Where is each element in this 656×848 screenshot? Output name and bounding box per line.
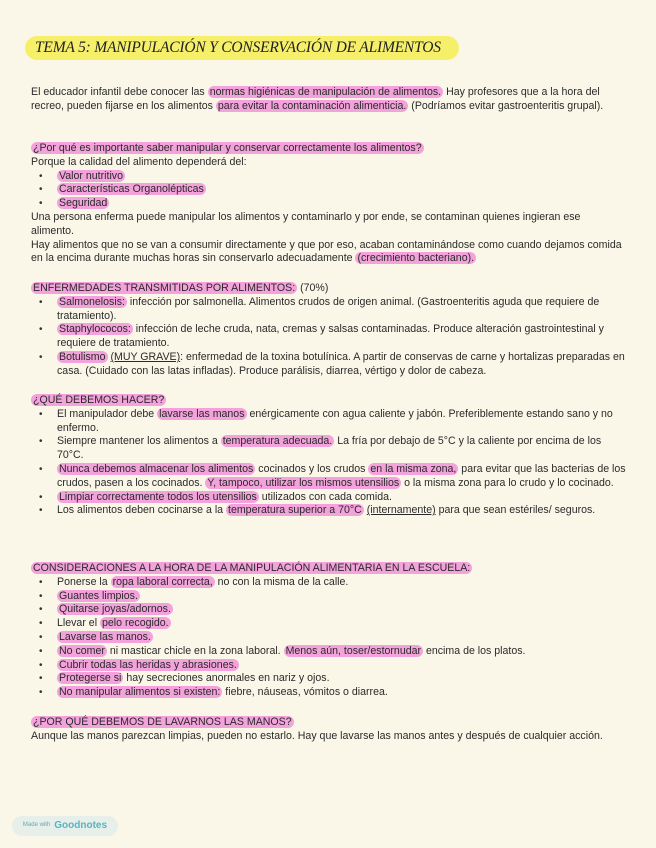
todo-text: La fría por debajo de 5°C y la caliente por encima de los 70°C.: [57, 435, 602, 462]
hands-section: [31, 716, 626, 744]
why-paragraph-2: Una persona enferma puede manipular los alimentos y contaminarlo y por ende, se contaminan quienes ingieran ese alimento.: [31, 210, 581, 237]
school-text: fiebre, náuseas, vómitos o diarrea.: [222, 686, 388, 699]
why-p3-text: Hay alimentos que no se van a consumir directamente y que por eso, acaban contaminándose como cuando dejamos comida en la encima durante muchas horas sin conservarlo adecuadamente: [31, 238, 622, 265]
school-text: Llevar el: [57, 617, 100, 630]
todo-highlight: Limpiar correctamente todos los utensilios: [59, 490, 257, 503]
intro-highlight-2: para evitar la contaminación alimenticia.: [217, 99, 407, 112]
intro-text-2: Hay profesores que a la hora del recreo, pueden fijarse en los alimentos: [31, 86, 600, 112]
list-item: [31, 323, 626, 351]
why-item-text: Valor nutritivo: [59, 169, 123, 182]
why-lead: Porque la calidad del alimento dependerá del:: [31, 155, 247, 168]
diseases-list: [31, 296, 626, 379]
list-item: [31, 463, 626, 491]
list-item: [31, 617, 626, 631]
why-list: [31, 170, 626, 211]
hands-heading: ¿POR QUÉ DEBEMOS DE LAVARNOS LAS MANOS?: [33, 716, 292, 728]
list-item: [31, 183, 626, 197]
list-item: [31, 296, 626, 324]
todo-text: Los alimentos deben cocinarse a la: [57, 504, 227, 517]
todo-text: El manipulador debe: [57, 407, 158, 420]
why-p3-highlight: (crecimiento bacteriano).: [357, 252, 475, 265]
disease-name: Staphylococos:: [59, 323, 131, 336]
school-highlight: Lavarse las manos.: [59, 630, 151, 643]
title-wrap: [25, 36, 459, 60]
intro-highlight-1: normas higiénicas de manipulación de alimentos.: [209, 86, 442, 98]
school-highlight: No comer: [59, 644, 105, 657]
school-text: ni masticar chicle en la zona laboral.: [106, 644, 284, 657]
why-heading: ¿Por qué es importante saber manipular y conservar correctamente los alimentos?: [33, 142, 422, 154]
todo-highlight: temperatura adecuada.: [222, 435, 333, 448]
school-text: hay secreciones anormales en nariz y ojos.: [123, 672, 330, 685]
intro-paragraph: [31, 86, 626, 114]
intro-text-3: (Podríamos evitar gastroenteritis grupal).: [408, 99, 604, 112]
todo-highlight: Y, tampoco, utilizar los mismos utensilios: [207, 476, 400, 489]
school-section: [31, 562, 626, 700]
school-highlight: ropa laboral correcta,: [112, 575, 213, 588]
school-text: encima de los platos.: [423, 644, 526, 657]
intro-text: El educador infantil debe conocer las: [31, 86, 208, 98]
todo-highlight: lavarse las manos: [159, 407, 245, 420]
todo-section: [31, 394, 626, 518]
list-item: [31, 645, 626, 659]
school-highlight: Cubrir todas las heridas y abrasiones.: [59, 658, 237, 671]
school-text: Ponerse la: [57, 575, 111, 588]
list-item: [31, 435, 626, 463]
todo-text: cocinados y los crudos: [255, 462, 369, 475]
list-item: [31, 631, 626, 645]
list-item: [31, 351, 626, 379]
disease-text: : enfermedad de la toxina botulínica. A partir de conservas de carne y hortalizas preparadas en casa. (Cuidado con las latas infladas). Produce parálisis, diarrea, vértigo y dolor de cabeza.: [57, 350, 625, 377]
school-highlight: Menos aún, toser/estornudar: [285, 644, 422, 657]
goodnotes-badge[interactable]: [12, 816, 118, 836]
why-item-text: Características Organolépticas: [59, 183, 204, 196]
list-item: [31, 504, 626, 518]
school-highlight: Guantes limpios.: [59, 589, 138, 602]
todo-text: Siempre mantener los alimentos a: [57, 435, 221, 448]
disease-text: infección de leche cruda, nata, cremas y salsas contaminadas. Produce alteración gastrointestinal y requiere de tratamiento.: [57, 323, 604, 350]
todo-heading: ¿QUÉ DEBEMOS HACER?: [33, 394, 165, 406]
school-text: no con la misma de la calle.: [214, 575, 349, 588]
todo-underline: (internamente): [366, 504, 436, 517]
school-highlight: Quitarse joyas/adornos.: [59, 603, 171, 616]
list-item: [31, 408, 626, 436]
school-list: [31, 576, 626, 700]
list-item: [31, 672, 626, 686]
diseases-section: [31, 282, 626, 379]
why-item-text: Seguridad: [59, 197, 108, 210]
list-item: [31, 659, 626, 673]
todo-text: para evitar que las bacterias de los crudos, pasen a los cocinados.: [57, 462, 626, 489]
todo-highlight: temperatura superior a 70°C: [228, 504, 362, 517]
school-highlight: pelo recogido.: [102, 617, 169, 630]
todo-text: utilizados con cada comida.: [258, 490, 392, 503]
todo-highlight: en la misma zona,: [370, 462, 457, 475]
disease-severity: (MUY GRAVE): [110, 350, 181, 363]
badge-brand-text: Goodnotes: [54, 820, 108, 832]
list-item: [31, 686, 626, 700]
todo-text: enérgicamente con agua caliente y jabón. Preferiblemente estando sano y no enfermo.: [57, 407, 613, 434]
badge-small-text: Made with: [22, 822, 51, 829]
page-title: TEMA 5: MANIPULACIÓN Y CONSERVACIÓN DE ALIMENTOS: [25, 36, 459, 60]
list-item: [31, 491, 626, 505]
list-item: [31, 170, 626, 184]
list-item: [31, 603, 626, 617]
todo-list: [31, 408, 626, 518]
list-item: [31, 590, 626, 604]
diseases-heading-pct: (70%): [297, 282, 329, 294]
disease-text: infección por salmonella. Alimentos crudos de origen animal. (Gastroenteritis aguda que requiere de tratamiento).: [57, 295, 600, 322]
why-section: [31, 142, 626, 266]
disease-name: Salmonelosis:: [59, 295, 125, 308]
hands-text: Aunque las manos parezcan limpias, pueden no estarlo. Hay que lavarse las manos antes y después de cualquier acción.: [31, 729, 603, 742]
diseases-heading: ENFERMEDADES TRANSMITIDAS POR ALIMENTOS:: [33, 282, 296, 294]
disease-name: Botulismo: [59, 350, 106, 363]
school-highlight: No manipular alimentos si existen:: [59, 686, 221, 699]
todo-highlight: Nunca debemos almacenar los alimentos: [59, 462, 254, 475]
list-item: [31, 576, 626, 590]
school-heading: CONSIDERACIONES A LA HORA DE LA MANIPULACIÓN ALIMENTARIA EN LA ESCUELA:: [33, 562, 471, 574]
why-paragraph-3: [31, 239, 626, 267]
list-item: [31, 197, 626, 211]
school-highlight: Protegerse si: [59, 672, 122, 685]
todo-text: o la misma zona para lo crudo y lo cocinado.: [401, 476, 614, 489]
intro-section: [31, 86, 626, 114]
todo-text: para que sean estériles/ seguros.: [435, 504, 596, 517]
